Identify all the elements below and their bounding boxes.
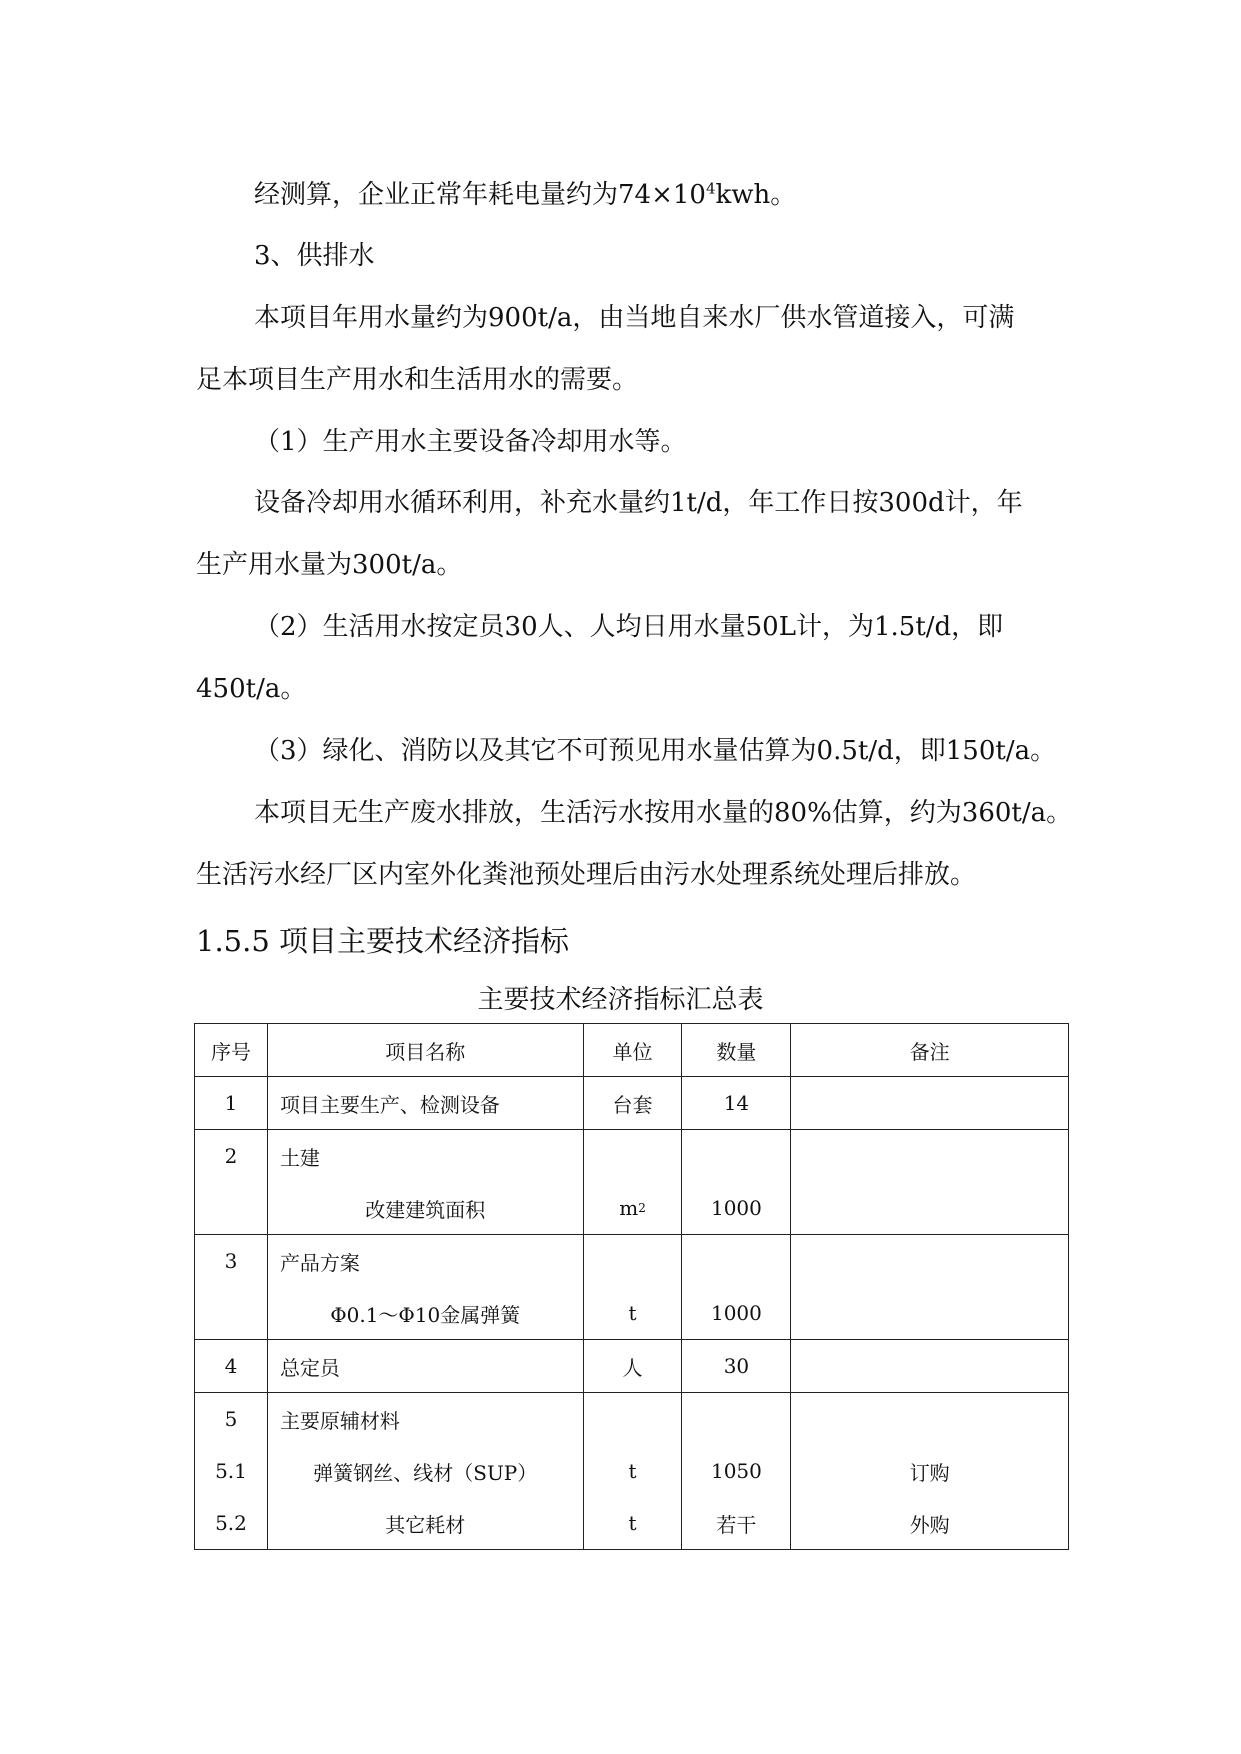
section-heading: 1.5.5 项目主要技术经济指标 [196,924,570,958]
cell-note [791,1077,1069,1130]
paragraph-line: （3）绿化、消防以及其它不可预见用水量估算为0.5t/d，即150t/a。 [254,736,1057,766]
table-row [195,1393,1069,1550]
indicators-table [194,1023,1069,1550]
header-qty: 数量 [682,1024,791,1077]
paragraph-line: 生活污水经厂区内室外化粪池预处理后由污水处理系统处理后排放。 [196,860,977,890]
cell-no: 2 [195,1130,268,1235]
cell-name: 土建 改建建筑面积 [267,1130,583,1235]
cell-no: 3 [195,1235,268,1340]
cell-note: 订购 外购 [791,1393,1069,1550]
paragraph-text: 经测算，企业正常年耗电量约为74×10 [254,180,706,210]
table-header-row [195,1024,1069,1077]
cell-name: 总定员 [267,1340,583,1393]
table-row [195,1340,1069,1393]
table-row [195,1130,1069,1235]
cell-no: 5 5.1 5.2 [195,1393,268,1550]
superscript: 4 [705,179,716,198]
cell-subname: Φ0.1～Φ10金属弹簧 [330,1302,521,1327]
paragraph-line: 本项目年用水量约为900t/a，由当地自来水厂供水管道接入，可满 [254,303,1015,333]
unit-base: m [619,1196,639,1220]
paragraph-text: kwh。 [715,180,797,210]
header-unit: 单位 [583,1024,682,1077]
paragraph-line: 450t/a。 [196,674,307,704]
header-no: 序号 [195,1024,268,1077]
cell-name: 产品方案 Φ0.1～Φ10金属弹簧 [267,1235,583,1340]
cell-unit: t [583,1235,682,1340]
cell-subname: 弹簧钢丝、线材（SUP） [313,1460,538,1485]
header-name: 项目名称 [267,1024,583,1077]
paragraph-line: （2）生活用水按定员30人、人均日用水量50L计，为1.5t/d，即 [254,612,1004,642]
cell-subname: 改建建筑面积 [365,1197,486,1222]
cell-no: 4 [195,1340,268,1393]
cell-name: 项目主要生产、检测设备 [267,1077,583,1130]
paragraph-line: 本项目无生产废水排放，生活污水按用水量的80%估算，约为360t/a。 [254,798,1073,828]
cell-qty: 1050 若干 [682,1393,791,1550]
cell-subname: 其它耗材 [385,1512,466,1537]
table-caption: 主要技术经济指标汇总表 [477,985,764,1015]
cell-unit: 台套 [583,1077,682,1130]
cell-name: 主要原辅材料 弹簧钢丝、线材（SUP） 其它耗材 [267,1393,583,1550]
cell-qty: 1000 [682,1235,791,1340]
cell-no: 1 [195,1077,268,1130]
paragraph-line: 生产用水量为300t/a。 [196,550,463,580]
cell-qty: 14 [682,1077,791,1130]
paragraph-line: 足本项目生产用水和生活用水的需要。 [196,365,639,395]
paragraph-line: 设备冷却用水循环利用，补充水量约1t/d，年工作日按300d计，年 [254,488,1023,518]
cell-unit: m 2 [583,1130,682,1235]
cell-unit: t t [583,1393,682,1550]
table-row [195,1077,1069,1130]
table-row [195,1235,1069,1340]
cell-note [791,1235,1069,1340]
cell-qty: 1000 [682,1130,791,1235]
subsection-water: 3、供排水 [254,241,375,271]
cell-note [791,1130,1069,1235]
paragraph-line: （1）生产用水主要设备冷却用水等。 [254,427,687,457]
header-note: 备注 [791,1024,1069,1077]
cell-qty: 30 [682,1340,791,1393]
cell-note [791,1340,1069,1393]
paragraph-electricity [254,177,796,213]
cell-unit: 人 [583,1340,682,1393]
